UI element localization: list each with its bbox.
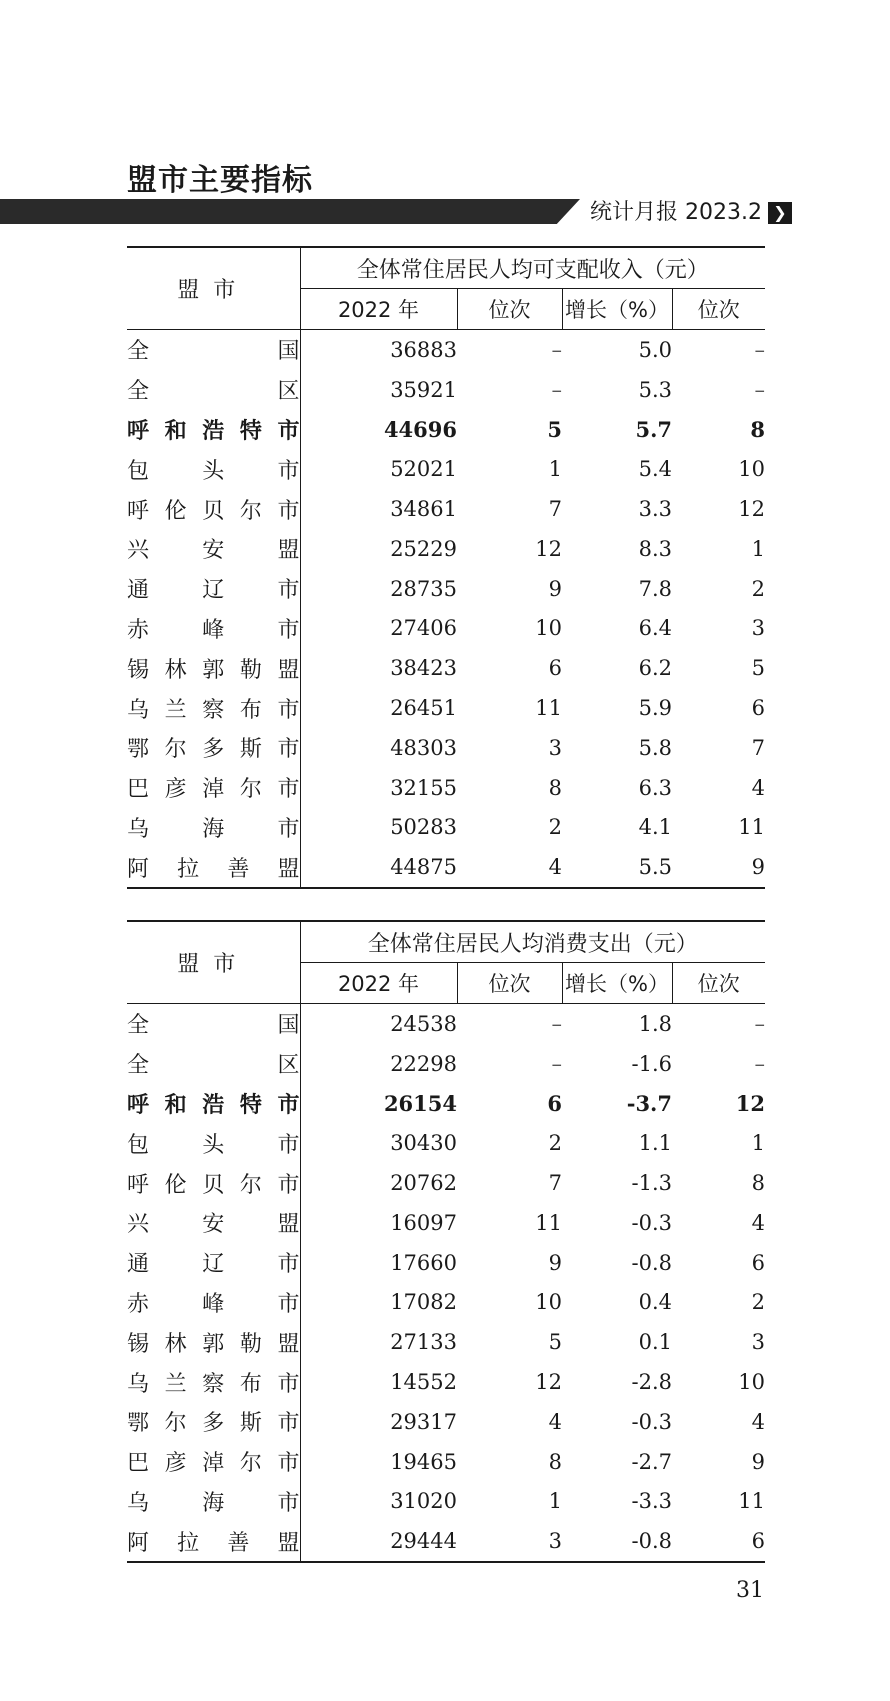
table-row (127, 1163, 765, 1203)
region-cell: 全区 (127, 370, 300, 410)
rank-cell: 4 (548, 1409, 562, 1434)
section-title: 盟市主要指标 (127, 163, 313, 198)
region-cell: 阿拉善盟 (127, 847, 300, 888)
growth-cell: 7.8 (638, 576, 672, 601)
region-cell: 呼伦贝尔市 (127, 489, 300, 529)
growth-rank-cell: 9 (751, 1449, 766, 1474)
value-cell: 27133 (390, 1330, 457, 1355)
income-table (127, 246, 765, 889)
rank-cell: 8 (548, 775, 562, 800)
value-cell: 19465 (390, 1449, 457, 1474)
table-row (127, 1482, 765, 1522)
region-cell: 锡林郭勒盟 (127, 648, 300, 688)
growth-cell: 5.8 (638, 735, 672, 760)
rank-cell: 10 (535, 616, 562, 641)
value-cell: 44696 (383, 416, 457, 442)
growth-cell: 5.7 (635, 416, 672, 442)
growth-cell: -2.8 (631, 1370, 672, 1395)
table-row (127, 330, 765, 370)
region-cell: 锡林郭勒盟 (127, 1322, 300, 1362)
region-cell: 全国 (127, 330, 300, 370)
page-number: 31 (736, 1578, 764, 1603)
table-row (127, 768, 765, 808)
growth-rank-cell: 4 (751, 775, 766, 800)
rank-cell: 7 (548, 1171, 562, 1196)
table-row (127, 1203, 765, 1243)
value-cell: 32155 (390, 775, 457, 800)
col-rank-header: 位次 (457, 963, 562, 1004)
region-cell: 通辽市 (127, 1243, 300, 1283)
region-cell: 包头市 (127, 449, 300, 489)
growth-rank-cell: 6 (672, 1521, 765, 1562)
growth-cell: 6.4 (638, 616, 672, 641)
rank-cell: 12 (535, 536, 562, 561)
value-cell: 27406 (390, 616, 457, 641)
value-cell: 35921 (390, 377, 457, 402)
next-arrow-icon: ❯ (768, 202, 792, 224)
growth-rank-cell: 2 (751, 576, 766, 601)
value-cell: 25229 (390, 536, 457, 561)
growth-cell: 5.3 (638, 377, 672, 402)
table-row (127, 648, 765, 688)
consumption-table-title: 全体常住居民人均消费支出（元） (300, 921, 765, 963)
rank-cell: – (551, 377, 562, 402)
rank-cell: 8 (548, 1449, 562, 1474)
region-cell: 巴彦淖尔市 (127, 1442, 300, 1482)
growth-rank-cell: 11 (738, 1489, 766, 1514)
rank-cell: 1 (548, 1489, 562, 1514)
value-cell: 17660 (390, 1250, 457, 1275)
value-cell: 28735 (390, 576, 457, 601)
growth-cell: 5.5 (562, 847, 672, 888)
value-cell: 24538 (390, 1011, 457, 1036)
rank-cell: 12 (535, 1370, 562, 1395)
rank-cell: – (551, 1011, 562, 1036)
rank-cell: 10 (535, 1290, 562, 1315)
region-cell: 通辽市 (127, 569, 300, 609)
region-cell: 呼和浩特市 (127, 1084, 300, 1124)
growth-rank-cell: – (754, 1011, 766, 1036)
value-cell: 17082 (390, 1290, 457, 1315)
rank-cell: – (551, 337, 562, 362)
income-table-body (127, 330, 765, 889)
region-cell: 鄂尔多斯市 (127, 728, 300, 768)
table-row (127, 808, 765, 848)
region-cell: 巴彦淖尔市 (127, 768, 300, 808)
income-table-title: 全体常住居民人均可支配收入（元） (300, 247, 765, 289)
growth-rank-cell: 11 (738, 815, 766, 840)
value-cell: 31020 (390, 1489, 457, 1514)
value-cell: 36883 (390, 337, 457, 362)
region-cell: 赤峰市 (127, 1283, 300, 1323)
value-cell: 20762 (390, 1171, 457, 1196)
col-growth-header: 增长（%） (562, 963, 672, 1004)
growth-rank-cell: 8 (751, 1171, 766, 1196)
publication-label: 统计月报 2023.2 (590, 200, 762, 225)
table-row (127, 1044, 765, 1084)
region-cell: 兴安盟 (127, 1203, 300, 1243)
col-growth-rank-header: 位次 (672, 289, 765, 330)
growth-cell: -0.3 (631, 1409, 672, 1434)
rank-cell: 1 (548, 457, 562, 482)
col-rank-header: 位次 (457, 289, 562, 330)
table-row (127, 489, 765, 529)
growth-rank-cell: 1 (751, 1131, 766, 1156)
value-cell: 30430 (390, 1131, 457, 1156)
rank-cell: 11 (535, 696, 562, 721)
consumption-table (127, 920, 765, 1563)
growth-rank-cell: 6 (751, 1250, 766, 1275)
value-cell: 22298 (390, 1051, 457, 1076)
growth-rank-cell: 3 (751, 616, 766, 641)
region-cell: 呼伦贝尔市 (127, 1163, 300, 1203)
growth-cell: 5.4 (638, 457, 672, 482)
col-growth-header: 增长（%） (562, 289, 672, 330)
growth-cell: -0.8 (562, 1521, 672, 1562)
growth-rank-cell: 1 (751, 536, 766, 561)
growth-rank-cell: 10 (738, 1370, 766, 1395)
table-row (127, 1283, 765, 1323)
table-row (127, 847, 765, 888)
rank-cell: 2 (548, 1131, 562, 1156)
growth-rank-cell: 5 (751, 656, 766, 681)
growth-cell: 5.9 (638, 696, 672, 721)
table-row (127, 1402, 765, 1442)
growth-cell: 0.4 (638, 1290, 672, 1315)
growth-cell: 6.2 (638, 656, 672, 681)
growth-cell: 1.8 (638, 1011, 672, 1036)
rank-cell: 5 (547, 416, 562, 442)
value-cell: 52021 (390, 457, 457, 482)
growth-rank-cell: 6 (751, 696, 766, 721)
growth-rank-cell: 12 (738, 497, 766, 522)
growth-cell: 1.1 (638, 1131, 672, 1156)
value-cell: 29317 (390, 1409, 457, 1434)
rank-cell: 3 (548, 735, 562, 760)
header-bar (0, 199, 580, 224)
region-cell: 呼和浩特市 (127, 410, 300, 450)
growth-cell: -1.6 (631, 1051, 672, 1076)
growth-rank-cell: 9 (672, 847, 765, 888)
region-cell: 赤峰市 (127, 609, 300, 649)
value-cell: 16097 (390, 1210, 457, 1235)
table-row (127, 569, 765, 609)
growth-rank-cell: 10 (738, 457, 766, 482)
col-growth-rank-header: 位次 (672, 963, 765, 1004)
value-cell: 29444 (300, 1521, 457, 1562)
growth-rank-cell: – (754, 377, 766, 402)
value-cell: 14552 (390, 1370, 457, 1395)
table-row (127, 728, 765, 768)
rank-cell: 7 (548, 497, 562, 522)
table-row (127, 529, 765, 569)
rank-cell: 5 (548, 1330, 562, 1355)
region-cell: 乌兰察布市 (127, 688, 300, 728)
growth-cell: -1.3 (631, 1171, 672, 1196)
rank-cell: – (551, 1051, 562, 1076)
growth-rank-cell: 12 (735, 1090, 766, 1116)
table-row (127, 1004, 765, 1044)
table-row (127, 1521, 765, 1562)
growth-rank-cell: 2 (751, 1290, 766, 1315)
growth-cell: -3.7 (626, 1090, 672, 1116)
table-row (127, 1442, 765, 1482)
growth-cell: -0.3 (631, 1210, 672, 1235)
table-row (127, 449, 765, 489)
region-header: 盟市 (127, 921, 300, 1004)
region-cell: 乌兰察布市 (127, 1362, 300, 1402)
table-row (127, 370, 765, 410)
table-row (127, 1322, 765, 1362)
value-cell: 34861 (390, 497, 457, 522)
value-cell: 44875 (300, 847, 457, 888)
table-row (127, 609, 765, 649)
growth-cell: -3.3 (631, 1489, 672, 1514)
growth-cell: -0.8 (631, 1250, 672, 1275)
region-cell: 鄂尔多斯市 (127, 1402, 300, 1442)
growth-cell: 5.0 (638, 337, 672, 362)
growth-rank-cell: 3 (751, 1330, 766, 1355)
col-year-header: 2022 年 (300, 963, 457, 1004)
table-row (127, 410, 765, 450)
growth-rank-cell: – (754, 337, 766, 362)
rank-cell: 4 (457, 847, 562, 888)
consumption-table-body (127, 1004, 765, 1563)
growth-rank-cell: – (754, 1051, 766, 1076)
table-row (127, 1243, 765, 1283)
region-cell: 兴安盟 (127, 529, 300, 569)
value-cell: 26154 (383, 1090, 457, 1116)
table-row (127, 1123, 765, 1163)
rank-cell: 2 (548, 815, 562, 840)
growth-cell: 0.1 (638, 1330, 672, 1355)
region-header: 盟市 (127, 247, 300, 330)
value-cell: 50283 (390, 815, 457, 840)
region-cell: 全国 (127, 1004, 300, 1044)
growth-rank-cell: 4 (751, 1210, 766, 1235)
growth-rank-cell: 8 (750, 416, 766, 442)
rank-cell: 9 (548, 1250, 562, 1275)
growth-cell: -2.7 (631, 1449, 672, 1474)
table-row (127, 1362, 765, 1402)
region-cell: 乌海市 (127, 1482, 300, 1522)
region-cell: 全区 (127, 1044, 300, 1084)
rank-cell: 6 (547, 1090, 562, 1116)
growth-cell: 8.3 (638, 536, 672, 561)
rank-cell: 11 (535, 1210, 562, 1235)
growth-cell: 3.3 (638, 497, 672, 522)
value-cell: 38423 (390, 656, 457, 681)
rank-cell: 3 (457, 1521, 562, 1562)
rank-cell: 9 (548, 576, 562, 601)
growth-cell: 6.3 (638, 775, 672, 800)
growth-rank-cell: 4 (751, 1409, 766, 1434)
value-cell: 26451 (390, 696, 457, 721)
region-cell: 包头市 (127, 1123, 300, 1163)
rank-cell: 6 (548, 656, 562, 681)
table-row (127, 688, 765, 728)
growth-cell: 4.1 (638, 815, 672, 840)
region-cell: 乌海市 (127, 808, 300, 848)
region-cell: 阿拉善盟 (127, 1521, 300, 1562)
table-row (127, 1084, 765, 1124)
value-cell: 48303 (390, 735, 457, 760)
growth-rank-cell: 7 (751, 735, 766, 760)
col-year-header: 2022 年 (300, 289, 457, 330)
